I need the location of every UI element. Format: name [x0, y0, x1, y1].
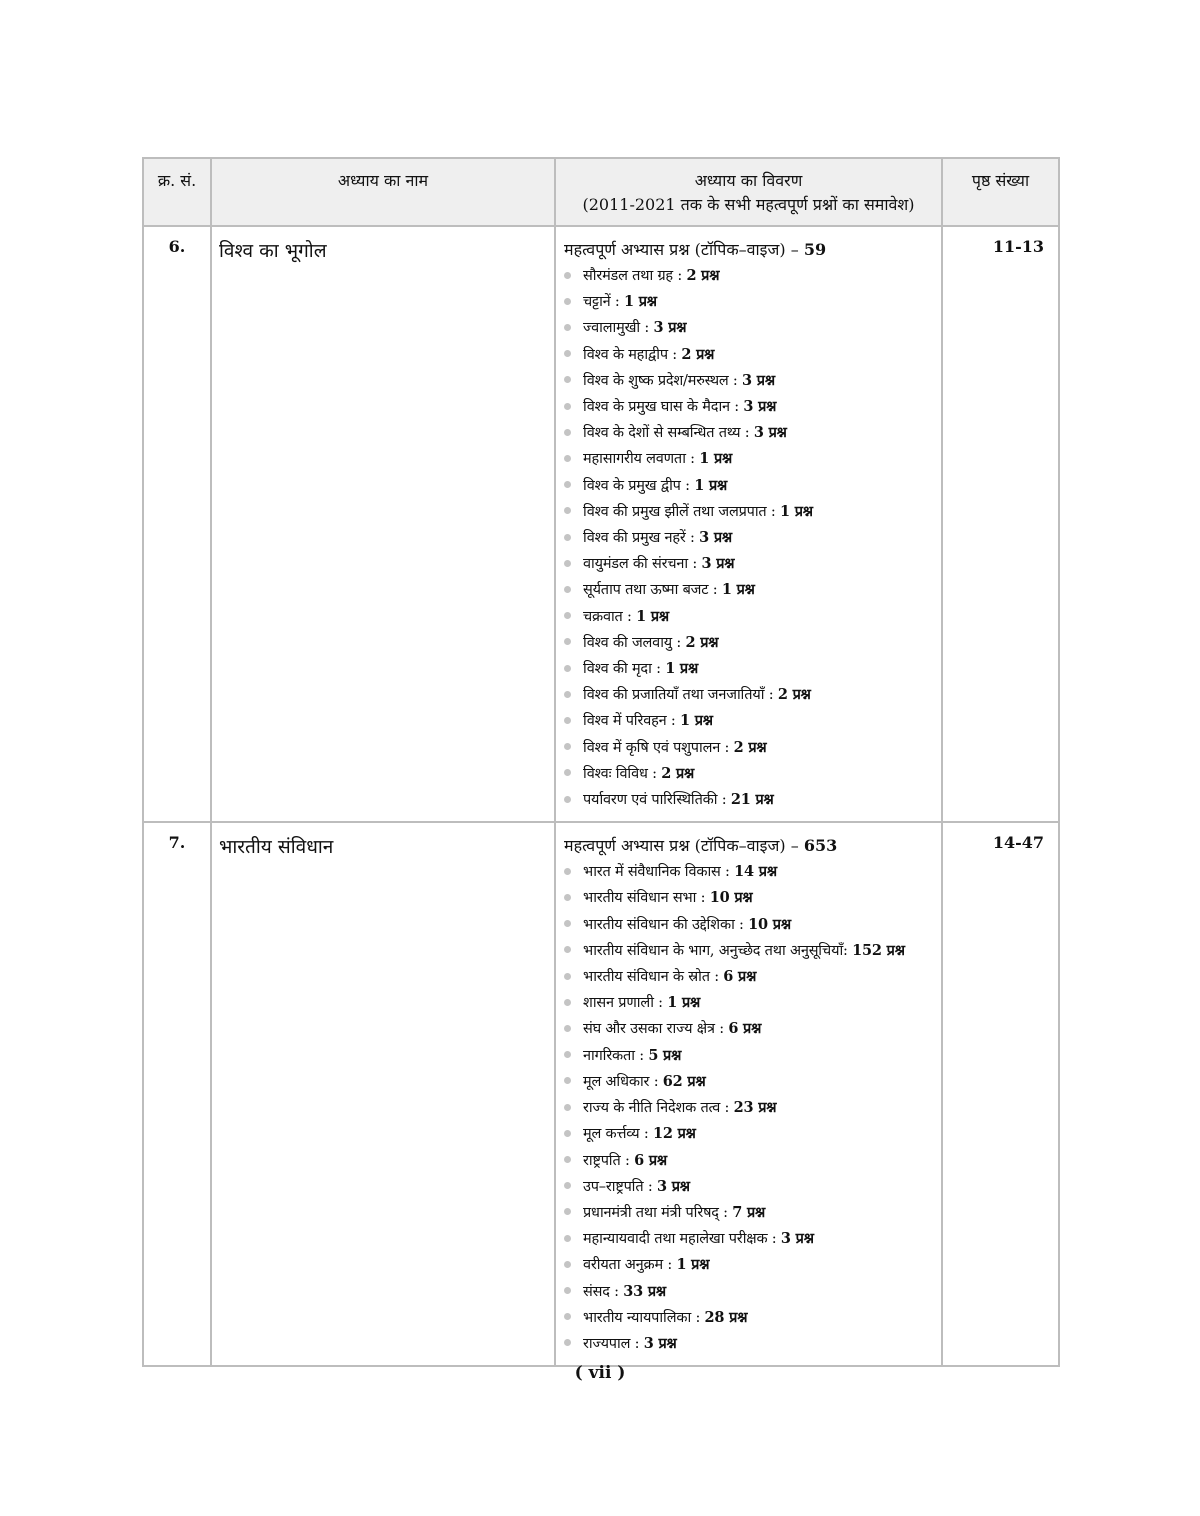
topic-question-count: 3 प्रश्न [753, 424, 787, 442]
topic-item [564, 289, 941, 315]
header-page-number: पृष्ठ संख्या [942, 158, 1059, 226]
row-serial: 6. [143, 226, 211, 822]
bullet-icon [564, 894, 571, 901]
contents-table [142, 157, 1060, 1367]
bullet-icon [564, 376, 571, 383]
topic-item [564, 682, 941, 708]
topic-item [564, 964, 941, 990]
topic-question-count: 3 प्रश्न [743, 398, 777, 416]
topic-question-count: 2 प्रश्न [686, 267, 720, 284]
topic-question-count: 152 प्रश्न [852, 941, 905, 959]
bullet-icon [564, 1339, 571, 1346]
header-serial: क्र. सं. [143, 158, 211, 226]
topic-item [564, 263, 941, 289]
header-chapter-details [555, 158, 942, 226]
bullet-icon [564, 298, 571, 305]
table-header-row [143, 158, 1059, 226]
topic-question-count: 62 प्रश्न [662, 1072, 706, 1090]
topic-item [564, 342, 941, 368]
topic-label: महासागरीय लवणता : [583, 451, 700, 468]
topic-question-count: 28 प्रश्न [704, 1308, 748, 1326]
topic-item [564, 420, 941, 446]
topic-label: सौरमंडल तथा ग्रह : [583, 268, 687, 284]
topic-label: विश्व के देशों से सम्बन्धित तथ्य : [583, 425, 754, 442]
topic-item [564, 1174, 941, 1200]
topic-item [564, 473, 941, 499]
topic-label: भारतीय संविधान सभा : [583, 890, 710, 907]
topic-label: विश्व के शुष्क प्रदेश/मरुस्थल : [583, 372, 743, 389]
topic-label: मूल कर्त्तव्य : [583, 1126, 653, 1143]
topic-question-count: 3 प्रश्न [643, 1334, 677, 1352]
topic-label: विश्व की मृदा : [583, 661, 666, 678]
bullet-icon [564, 973, 571, 980]
topic-question-count: 2 प्रश्न [685, 633, 719, 651]
topic-item [564, 1069, 941, 1095]
topic-question-count: 2 प्रश्न [733, 738, 767, 756]
details-title-text: महत्वपूर्ण अभ्यास प्रश्न (टॉपिक–वाइज) – [564, 240, 799, 259]
topic-label: पर्यावरण एवं पारिस्थितिकी : [583, 792, 731, 809]
chapter-name: भारतीय संविधान [211, 822, 555, 1366]
topic-label: संघ और उसका राज्य क्षेत्र : [583, 1021, 729, 1038]
topic-list [564, 263, 941, 813]
topic-item [564, 938, 941, 964]
topic-label: नागरिकता : [583, 1047, 649, 1064]
bullet-icon [564, 868, 571, 875]
topic-question-count: 6 प्रश्न [634, 1151, 667, 1169]
topic-question-count: 3 प्रश्न [701, 555, 735, 573]
details-title [564, 237, 941, 263]
bullet-icon [564, 1235, 571, 1242]
topic-item [564, 394, 941, 420]
topic-question-count: 10 प्रश्न [709, 889, 753, 907]
topic-label: राष्ट्रपति : [583, 1152, 635, 1169]
topic-label: भारतीय संविधान के स्रोत : [583, 969, 724, 986]
topic-item [564, 1279, 941, 1305]
page-range: 11-13 [942, 226, 1059, 822]
page-range: 14-47 [942, 822, 1059, 1366]
bullet-icon [564, 796, 571, 803]
bullet-icon [564, 638, 571, 645]
topic-item [564, 787, 941, 813]
topic-item [564, 761, 941, 787]
topic-question-count: 1 प्रश्न [676, 1256, 710, 1274]
details-title-text: महत्वपूर्ण अभ्यास प्रश्न (टॉपिक–वाइज) – [564, 836, 799, 856]
topic-item [564, 1095, 941, 1121]
topic-item [564, 1331, 941, 1357]
bullet-icon [564, 429, 571, 436]
topic-label: विश्व के प्रमुख द्वीप : [583, 477, 695, 494]
topic-question-count: 2 प्रश्न [681, 345, 715, 363]
topic-question-count: 5 प्रश्न [648, 1046, 682, 1064]
bullet-icon [564, 481, 571, 488]
bullet-icon [564, 455, 571, 462]
bullet-icon [564, 507, 571, 514]
topic-item [564, 735, 941, 761]
bullet-icon [564, 1051, 571, 1058]
topic-item [564, 604, 941, 630]
topic-item [564, 525, 941, 551]
bullet-icon [564, 717, 571, 724]
bullet-icon [564, 534, 571, 541]
topic-label: चक्रवात : [583, 608, 637, 625]
topic-list [564, 859, 941, 1357]
topic-label: विश्व की प्रमुख नहरें : [583, 530, 700, 547]
topic-label: राज्यपाल : [583, 1335, 644, 1352]
topic-label: संसद : [583, 1283, 624, 1300]
topic-label: शासन प्रणाली : [583, 995, 668, 1012]
topic-item [564, 446, 941, 472]
topic-label: विश्व की प्रमुख झीलें तथा जलप्रपात : [583, 503, 780, 520]
topic-label: भारतीय न्यायपालिका : [583, 1309, 705, 1326]
topic-question-count: 1 प्रश्न [667, 994, 701, 1012]
topic-question-count: 3 प्रश्न [699, 529, 732, 547]
topic-label: सूर्यताप तथा ऊष्मा बजट : [583, 582, 722, 599]
topic-label: प्रधानमंत्री तथा मंत्री परिषद् : [583, 1204, 733, 1221]
topic-label: चट्टानें : [583, 294, 625, 311]
topic-label: ज्वालामुखी : [583, 320, 654, 337]
header-details-line1: अध्याय का विवरण [694, 171, 803, 190]
topic-item [564, 1252, 941, 1278]
topic-item [564, 577, 941, 603]
bullet-icon [564, 586, 571, 593]
topic-label: विश्वः विविध : [583, 765, 662, 782]
topic-label: विश्व के प्रमुख घास के मैदान : [583, 399, 744, 416]
table-row [143, 822, 1059, 1366]
bullet-icon [564, 1287, 571, 1294]
bullet-icon [564, 1025, 571, 1032]
topic-label: भारतीय संविधान के भाग, अनुच्छेद तथा अनुसूचियाँ: [583, 942, 853, 959]
topic-item [564, 1200, 941, 1226]
bullet-icon [564, 743, 571, 750]
bullet-icon [564, 560, 571, 567]
topic-item [564, 656, 941, 682]
details-total-count: 59 [803, 240, 827, 259]
topic-label: विश्व में कृषि एवं पशुपालन : [583, 739, 734, 756]
topic-question-count: 1 प्रश्न [679, 712, 713, 730]
topic-question-count: 1 प्रश्न [721, 581, 755, 599]
bullet-icon [564, 999, 571, 1006]
bullet-icon [564, 403, 571, 410]
topic-label: विश्व की जलवायु : [583, 634, 686, 651]
bullet-icon [564, 1182, 571, 1189]
row-serial: 7. [143, 822, 211, 1366]
bullet-icon [564, 1261, 571, 1268]
header-chapter-name: अध्याय का नाम [211, 158, 555, 226]
bullet-icon [564, 1104, 571, 1111]
topic-item [564, 708, 941, 734]
topic-question-count: 7 प्रश्न [732, 1203, 766, 1221]
topic-label: विश्व के महाद्वीप : [583, 346, 682, 363]
topic-item [564, 1016, 941, 1042]
topic-label: उप–राष्ट्रपति : [583, 1178, 657, 1195]
bullet-icon [564, 769, 571, 776]
topic-label: भारत में संवैधानिक विकास : [583, 864, 735, 881]
topic-question-count: 3 प्रश्न [742, 371, 775, 389]
topic-item [564, 1043, 941, 1069]
topic-item [564, 912, 941, 938]
topic-item [564, 1226, 941, 1252]
topic-question-count: 1 प्रश्न [694, 476, 728, 494]
topic-question-count: 1 प्रश्न [636, 607, 669, 625]
topic-label: महान्यायवादी तथा महालेखा परीक्षक : [583, 1231, 781, 1248]
chapter-details [555, 822, 942, 1366]
topic-label: वायुमंडल की संरचना : [583, 556, 702, 573]
bullet-icon [564, 612, 571, 619]
topic-question-count: 1 प्रश्न [699, 450, 733, 468]
header-details-line2: (2011-2021 तक के सभी महत्वपूर्ण प्रश्नों का समावेश) [582, 195, 915, 214]
topic-question-count: 3 प्रश्न [653, 319, 687, 337]
bullet-icon [564, 1077, 571, 1084]
bullet-icon [564, 691, 571, 698]
topic-item [564, 551, 941, 577]
topic-question-count: 12 प्रश्न [652, 1125, 696, 1143]
bullet-icon [564, 324, 571, 331]
page-number: ( vii ) [574, 1363, 626, 1383]
topic-question-count: 2 प्रश्न [661, 764, 695, 782]
topic-question-count: 21 प्रश्न [730, 791, 774, 809]
details-total-count: 653 [803, 836, 838, 856]
topic-item [564, 368, 941, 394]
bullet-icon [564, 1130, 571, 1137]
topic-question-count: 6 प्रश्न [723, 968, 757, 986]
chapter-details [555, 226, 942, 822]
topic-item [564, 1121, 941, 1147]
topic-question-count: 33 प्रश्न [623, 1282, 666, 1300]
topic-label: भारतीय संविधान की उद्देशिका : [583, 916, 749, 933]
bullet-icon [564, 1313, 571, 1320]
topic-question-count: 6 प्रश्न [728, 1020, 762, 1038]
topic-item [564, 990, 941, 1016]
topic-item [564, 630, 941, 656]
topic-label: मूल अधिकार : [583, 1073, 663, 1090]
bullet-icon [564, 272, 571, 279]
bullet-icon [564, 946, 571, 953]
bullet-icon [564, 1208, 571, 1215]
bullet-icon [564, 665, 571, 672]
bullet-icon [564, 350, 571, 357]
topic-item [564, 1148, 941, 1174]
topic-label: विश्व की प्रजातियाँ तथा जनजातियाँ : [583, 687, 778, 704]
table-row [143, 226, 1059, 822]
topic-item [564, 499, 941, 525]
topic-question-count: 1 प्रश्न [665, 660, 699, 678]
topic-label: विश्व में परिवहन : [583, 713, 680, 730]
topic-question-count: 1 प्रश्न [624, 293, 657, 311]
topic-question-count: 1 प्रश्न [780, 502, 813, 520]
topic-question-count: 10 प्रश्न [748, 915, 791, 933]
bullet-icon [564, 920, 571, 927]
topic-item [564, 315, 941, 341]
topic-question-count: 23 प्रश्न [733, 1099, 777, 1117]
topic-question-count: 2 प्रश्न [777, 686, 811, 704]
topic-label: राज्य के नीति निदेशक तत्व : [583, 1100, 734, 1117]
bullet-icon [564, 1156, 571, 1163]
topic-item [564, 1305, 941, 1331]
topic-item [564, 859, 941, 885]
topic-question-count: 3 प्रश्न [656, 1177, 690, 1195]
chapter-name: विश्व का भूगोल [211, 226, 555, 822]
topic-question-count: 3 प्रश्न [780, 1230, 814, 1248]
topic-label: वरीयता अनुक्रम : [583, 1257, 677, 1274]
topic-item [564, 885, 941, 911]
details-title [564, 833, 941, 859]
topic-question-count: 14 प्रश्न [734, 863, 777, 881]
